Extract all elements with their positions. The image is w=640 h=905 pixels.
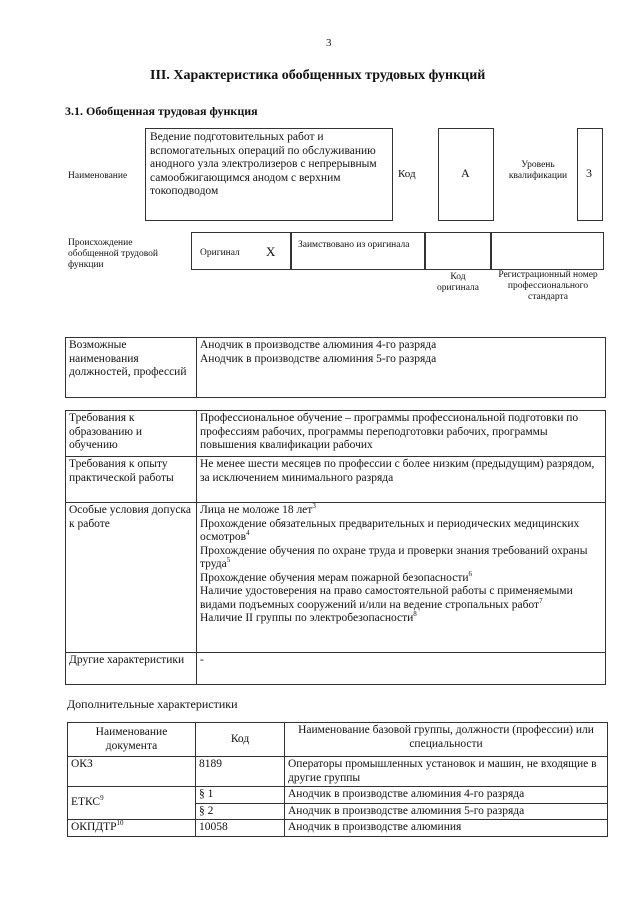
gtf-name-value: Ведение подготовительных работ и вспомогательных операций по обслуживанию анодного узла электролизеров с непрерывным самообжигающимся анодом с верхним токоподводом <box>150 131 377 197</box>
original-mark: X <box>266 244 276 259</box>
original-cell <box>191 232 291 270</box>
level-label: Уровень квалификации <box>508 160 568 181</box>
special-item: Лица не моложе 18 лет$^3$ <box>200 502 316 516</box>
special-label: Особые условия допуска к работе <box>66 503 197 653</box>
special-item: Прохождение обязательных предварительных и периодических медицинских осмотров$^4$ <box>200 517 580 543</box>
name-label: Наименование <box>68 171 128 181</box>
special-item: Прохождение обучения мерам пожарной безопасности$^6$ <box>200 569 473 584</box>
origin-label: Происхождение обобщенной трудовой функции <box>68 238 158 270</box>
header-name: Наименование базовой группы, должности (профессии) или специальности <box>285 723 608 757</box>
row-code: 10058 <box>196 820 285 837</box>
special-item: Наличие II группы по электробезопасности$^8$ <box>200 610 417 624</box>
additional-title: Дополнительные характеристики <box>67 697 238 711</box>
borrowed-label: Заимствовано из оригинала <box>298 240 410 250</box>
level-value: 3 <box>586 166 592 180</box>
special-item: Наличие удостоверения на право самостоятельной работы с применяемыми видами подъемных сооружений и/или на ведение стропальных работ$^7$ <box>200 585 573 611</box>
position-item: Анодчик в производстве алюминия 4-го разряда <box>200 339 437 351</box>
requirements-table <box>65 410 606 685</box>
row-doc: ОКЗ <box>68 757 196 787</box>
gtf-name-box <box>145 128 393 221</box>
code-original-cell <box>425 232 491 270</box>
page-number: 3 <box>326 37 332 49</box>
reg-number-cell <box>491 232 604 270</box>
code-value: A <box>461 166 470 180</box>
borrowed-cell <box>291 232 425 270</box>
special-values <box>197 503 606 653</box>
row-code: § 2 <box>196 803 285 820</box>
header-code: Код <box>196 723 285 757</box>
position-item: Анодчик в производстве алюминия 5-го разряда <box>200 352 437 365</box>
other-value: - <box>197 653 606 685</box>
header-doc: Наименование документа <box>68 723 196 757</box>
row-code: 8189 <box>196 757 285 787</box>
row-name: Анодчик в производстве алюминия 5-го разряда <box>285 803 608 820</box>
section-title: III. Характеристика обобщенных трудовых функций <box>150 68 486 83</box>
positions-table <box>65 337 606 398</box>
row-name: Операторы промышленных установок и машин, не входящие в другие группы <box>285 757 608 787</box>
experience-label: Требования к опыту практической работы <box>66 457 197 503</box>
reg-number-caption: Регистрационный номер профессионального стандарта <box>498 270 598 302</box>
level-box <box>577 128 603 221</box>
positions-values <box>197 338 606 398</box>
row-code: § 1 <box>196 787 285 804</box>
row-doc: ЕТКС$^9$ <box>68 787 196 820</box>
code-original-caption: Код оригинала <box>437 272 479 293</box>
positions-label: Возможные наименования должностей, профессий <box>66 338 197 398</box>
special-item: Прохождение обучения по охране труда и проверки знания требований охраны труда$^5$ <box>200 544 588 570</box>
original-label: Оригинал <box>200 248 240 258</box>
education-value: Профессиональное обучение – программы профессиональной подготовки по профессиям рабочих, программы переподготовки рабочих, программы повышения квалификации рабочих <box>197 411 606 457</box>
subsection-title: 3.1. Обобщенная трудовая функция <box>65 104 258 118</box>
additional-table <box>67 722 608 837</box>
experience-value: Не менее шести месяцев по профессии с более низким (предыдущим) разрядом, за исключением минимального разряда <box>197 457 606 503</box>
other-label: Другие характеристики <box>66 653 197 685</box>
row-name: Анодчик в производстве алюминия <box>285 820 608 837</box>
row-name: Анодчик в производстве алюминия 4-го разряда <box>285 787 608 804</box>
row-doc: ОКПДТР$^{10}$ <box>68 820 196 837</box>
education-label: Требования к образованию и обучению <box>66 411 197 457</box>
code-label: Код <box>398 168 416 180</box>
code-box <box>438 128 494 221</box>
